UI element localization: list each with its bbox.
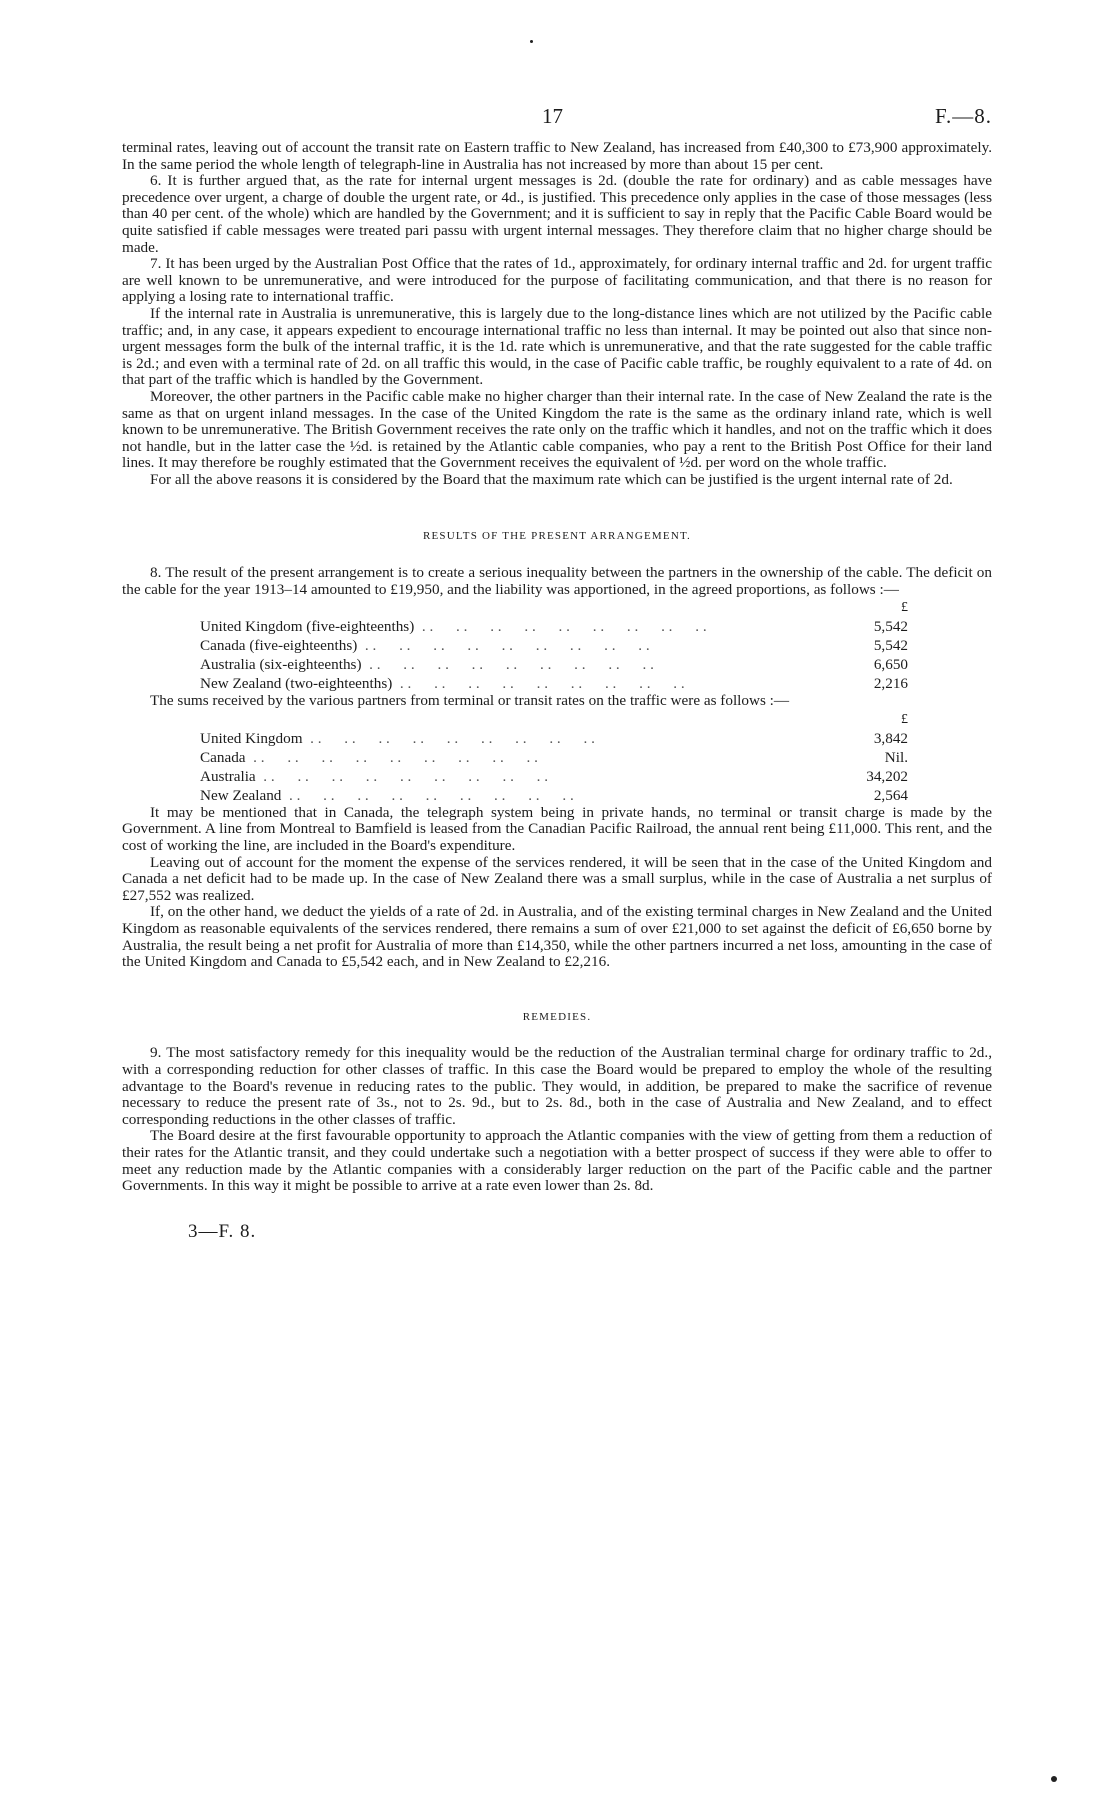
partner-name: Canada . . [200, 748, 780, 767]
paragraph: 8. The result of the present arrangement is to create a serious inequality between the partners in the ownership of the cable. The deficit on the cable for the year 1913–14 amounted to £19,950, and the liability was apportioned, in the agreed proportions, as follows :— [122, 564, 992, 598]
table-row [200, 617, 908, 636]
table-row [200, 767, 908, 786]
section-heading-results: RESULTS OF THE PRESENT ARRANGEMENT. [422, 530, 692, 543]
table-row [200, 748, 908, 767]
paragraph: The sums received by the various partners from terminal or transit rates on the traffic were as follows :— [150, 692, 790, 710]
table-header-row [200, 710, 908, 729]
partner-name: Australia (six-eighteenths) . . [200, 655, 780, 674]
paragraph: terminal rates, leaving out of account the transit rate on Eastern traffic to New Zealand, has increased from £40,300 to £73,900 approximately. In the same period the whole length of telegraph-line in Australia has not increased by more than about 15 per cent. [122, 139, 992, 173]
paragraph: 6. It is further argued that, as the rate for internal urgent messages is 2d. (double the rate for ordinary) and as cable messages have precedence over urgent, a charge of double the urgent rate, or 4d., is justified. This precedence only applies in the case of those messages (less than 40 per cent. of the whole) which are handled by the Government; and it is sufficient to say in reply that the Pacific Cable Board would be quite satisfied if cable messages were treated pari passu with urgent internal messages. They therefore claim that no higher charge should be made. [122, 172, 992, 256]
table-row [200, 729, 908, 748]
table-header-row [200, 598, 908, 617]
partner-amount: 6,650 [873, 656, 908, 674]
signature-mark: 3—F. 8. [188, 1220, 257, 1242]
partner-name: Canada (five-eighteenths) . . [200, 636, 780, 655]
paragraph: 7. It has been urged by the Australian Post Office that the rates of 1d., approximately, for ordinary internal traffic and 2d. for urgent traffic are well known to be unremunerative, and were introduced for the purpose of facilitating communication, and that there is no reason for applying a losing rate to international traffic. [122, 255, 992, 306]
paragraph: If, on the other hand, we deduct the yields of a rate of 2d. in Australia, and of the existing terminal charges in New Zealand and the United Kingdom as reasonable equivalents of the services rendered, there remains a sum of over £21,000 to set against the deficit of £6,650 borne by Australia, the result being a net profit for Australia of more than £14,350, while the other partners incurred a net loss, amounting in the case of the United Kingdom and Canada to £5,542 each, and in New Zealand to £2,216. [122, 903, 992, 971]
paragraph: For all the above reasons it is considered by the Board that the maximum rate which can be justified is the urgent internal rate of 2d. [150, 470, 953, 488]
paragraph: The Board desire at the first favourable opportunity to approach the Atlantic companies with the view of getting from them a reduction of their rates for the Atlantic transit, and they could undertake such a negotiation with a better prospect of success if they were able to offer to meet any reduction made by the Atlantic companies with a considerably larger reduction on the part of the Pacific cable and the partner Governments. In this way it might be possible to arrive at a rate even lower than 2s. 8d. [122, 1127, 992, 1195]
partner-amount: 5,542 [873, 618, 908, 636]
receipts-table [200, 710, 908, 805]
body-text [122, 140, 992, 1195]
table-row [200, 674, 908, 693]
table-row [200, 655, 908, 674]
section-heading-remedies: REMEDIES. [522, 1010, 592, 1023]
partner-amount: 3,842 [873, 729, 908, 747]
print-speck [1051, 1776, 1057, 1782]
document-page [122, 0, 992, 1243]
partner-name: United Kingdom . . [200, 729, 780, 748]
partner-name: United Kingdom (five-eighteenths) . . [200, 617, 780, 636]
partner-amount: Nil. [884, 748, 908, 766]
partner-amount: 5,542 [873, 637, 908, 655]
paragraph: Moreover, the other partners in the Pacific cable make no higher charger than their internal rate. In the case of New Zealand the rate is the same as that on urgent inland messages. In the case of the United Kingdom the rate is the same as the ordinary inland rate, which is well known to be unremunerative. The British Government receives the rate only on the traffic which it handles, and not on the traffic which it does not handle, but in the latter case the ½d. is retained by the Atlantic cable companies, who pay a rent to the British Post Office for their land lines. It may therefore be roughly estimated that the Government receives the equivalent of ½d. per word on the whole traffic. [122, 387, 992, 472]
partner-name: New Zealand . . [200, 786, 780, 805]
paragraph: It may be mentioned that in Canada, the telegraph system being in private hands, no terminal or transit charge is made by the Government. A line from Montreal to Bamfield is leased from the Canadian Pacific Railroad, the annual rent being £11,000. This rent, and the cost of working the line, are included in the Board's expenditure. [122, 803, 992, 855]
partner-amount: 2,216 [873, 675, 908, 693]
partner-name: New Zealand (two-eighteenths) . . [200, 674, 780, 693]
paragraph: If the internal rate in Australia is unremunerative, this is largely due to the long-distance lines which are not utilized by the Pacific cable traffic; and, in any case, it appears expedient to encourage international traffic no less than internal. It may be pointed out also that since non-urgent messages form the bulk of the internal traffic, it is the 1d. rate which is unremunerative, and that the rate suggested for the cable traffic is 2d.; and even with a terminal rate of 2d. on all traffic this would, in the case of Pacific cable traffic, be roughly equivalent to a rate of 4d. on that part of the traffic which is handled by the Government. [122, 304, 992, 389]
table-row [200, 636, 908, 655]
document-reference: F.—8. [935, 104, 992, 128]
table-row [200, 786, 908, 805]
paragraph: Leaving out of account for the moment the expense of the services rendered, it will be seen that in the case of the United Kingdom and Canada a net deficit had to be made up. In the case of New Zealand there was a small surplus, while in the case of Australia a net surplus of £27,552 was realized. [122, 853, 992, 904]
partner-amount: 34,202 [866, 767, 908, 785]
currency-symbol: £ [901, 711, 908, 727]
liability-table [200, 598, 908, 693]
partner-name: Australia . . [200, 767, 780, 786]
currency-symbol: £ [901, 600, 908, 616]
page-header [122, 0, 992, 140]
page-number: 17 [542, 104, 563, 128]
partner-amount: 2,564 [873, 786, 908, 804]
paragraph: 9. The most satisfactory remedy for this inequality would be the reduction of the Australian terminal charge for ordinary traffic to 2d., with a corresponding reduction for other classes of traffic. In this case the Board would be prepared to employ the whole of the resulting advantage to the Board's revenue in reducing rates to the public. They would, in addition, be prepared to make the sacrifice of revenue necessary to reduce the present rate of 3s., not to 2s. 9d., but to 2s. 8d., both in the case of Australia and New Zealand, and to effect corresponding reductions in the other classes of traffic. [122, 1044, 992, 1128]
